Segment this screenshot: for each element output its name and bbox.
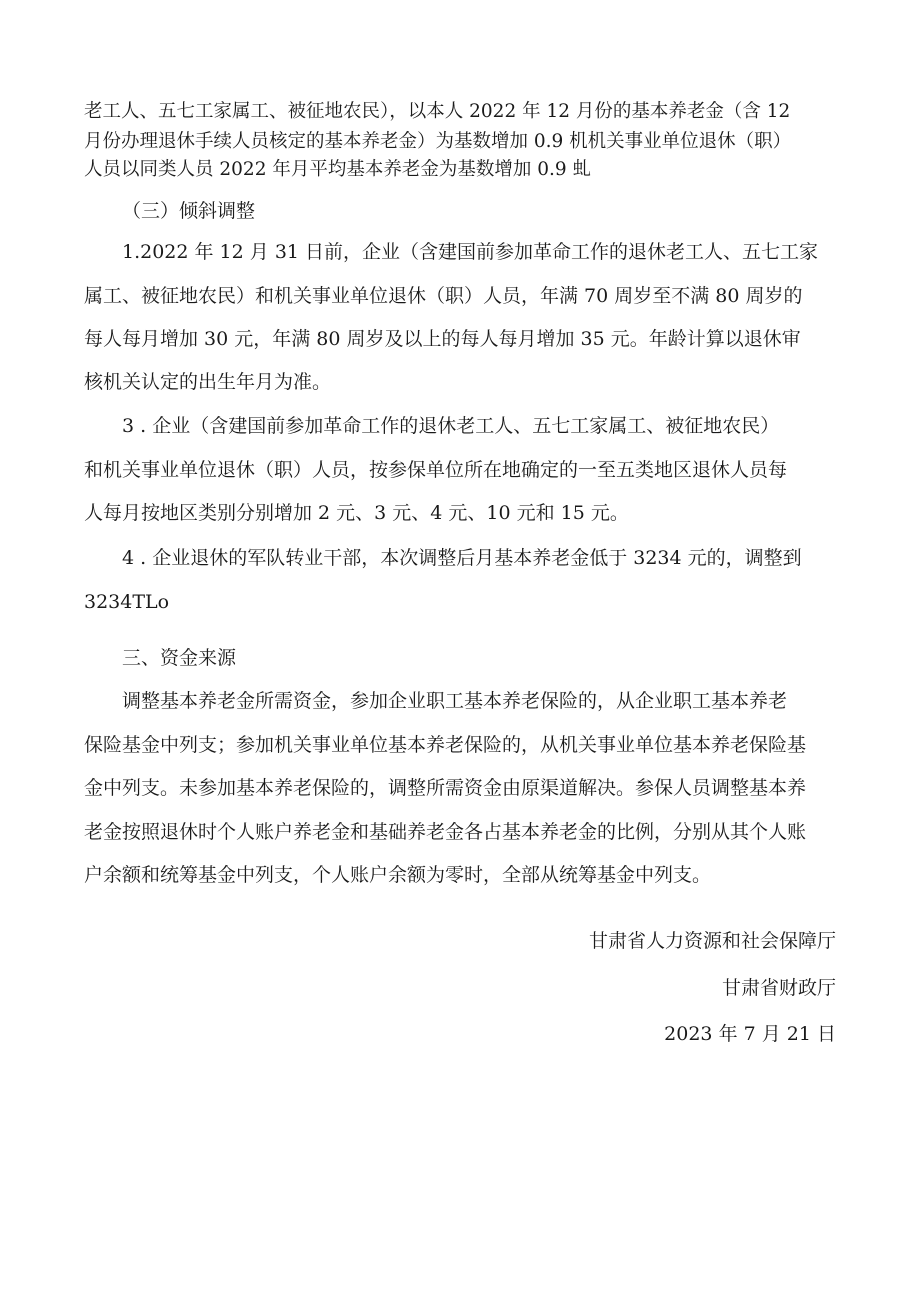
paragraph-line: 户余额和统筹基金中列支，个人账户余额为零时，全部从统筹基金中列支。 bbox=[84, 864, 712, 886]
paragraph-line: 调整基本养老金所需资金，参加企业职工基本养老保险的，从企业职工基本养老 bbox=[122, 690, 788, 712]
paragraph-line: 保险基金中列支；参加机关事业单位基本养老保险的，从机关事业单位基本养老保险基 bbox=[84, 734, 807, 756]
paragraph-line: 人每月按地区类别分别增加 2 元、3 元、4 元、10 元和 15 元。 bbox=[84, 502, 629, 524]
issuing-org: 甘肃省人力资源和社会保障厅 bbox=[588, 930, 836, 952]
paragraph-line: 每人每月增加 30 元，年满 80 周岁及以上的每人每月增加 35 元。年龄计算以退休审 bbox=[84, 328, 801, 350]
paragraph-line: 人员以同类人员 2022 年月平均基本养老金为基数增加 0.9 虬 bbox=[84, 159, 592, 180]
issue-date: 2023 年 7 月 21 日 bbox=[664, 1023, 836, 1045]
section-sub-heading: （三）倾斜调整 bbox=[122, 200, 256, 222]
paragraph-line: 4 . 企业退休的军队转业干部，本次调整后月基本养老金低于 3234 元的，调整到 bbox=[122, 547, 802, 569]
paragraph-line: 月份办理退休手续人员核定的基本养老金）为基数增加 0.9 机机关事业单位退休（职） bbox=[84, 131, 792, 152]
paragraph-line: 属工、被征地农民）和机关事业单位退休（职）人员，年满 70 周岁至不满 80 周岁的 bbox=[84, 285, 803, 307]
paragraph-line: 和机关事业单位退休（职）人员，按参保单位所在地确定的一至五类地区退休人员每 bbox=[84, 459, 788, 481]
paragraph-line: 金中列支。未参加基本养老保险的，调整所需资金由原渠道解决。参保人员调整基本养 bbox=[84, 777, 807, 799]
paragraph-line: 核机关认定的出生年月为准。 bbox=[84, 371, 332, 393]
section-heading: 三、资金来源 bbox=[122, 647, 237, 669]
paragraph-line: 1.2022 年 12 月 31 日前，企业（含建国前参加革命工作的退休老工人、五七工家 bbox=[122, 241, 819, 263]
issuing-org: 甘肃省财政厅 bbox=[721, 977, 836, 999]
paragraph-line: 老工人、五七工家属工、被征地农民），以本人 2022 年 12 月份的基本养老金（含 12 bbox=[84, 101, 791, 122]
paragraph-line: 老金按照退休时个人账户养老金和基础养老金各占基本养老金的比例，分别从其个人账 bbox=[84, 821, 807, 843]
paragraph-line: 3 . 企业（含建国前参加革命工作的退休老工人、五七工家属工、被征地农民） bbox=[122, 415, 780, 437]
paragraph-line: 3234TLo bbox=[84, 591, 170, 613]
